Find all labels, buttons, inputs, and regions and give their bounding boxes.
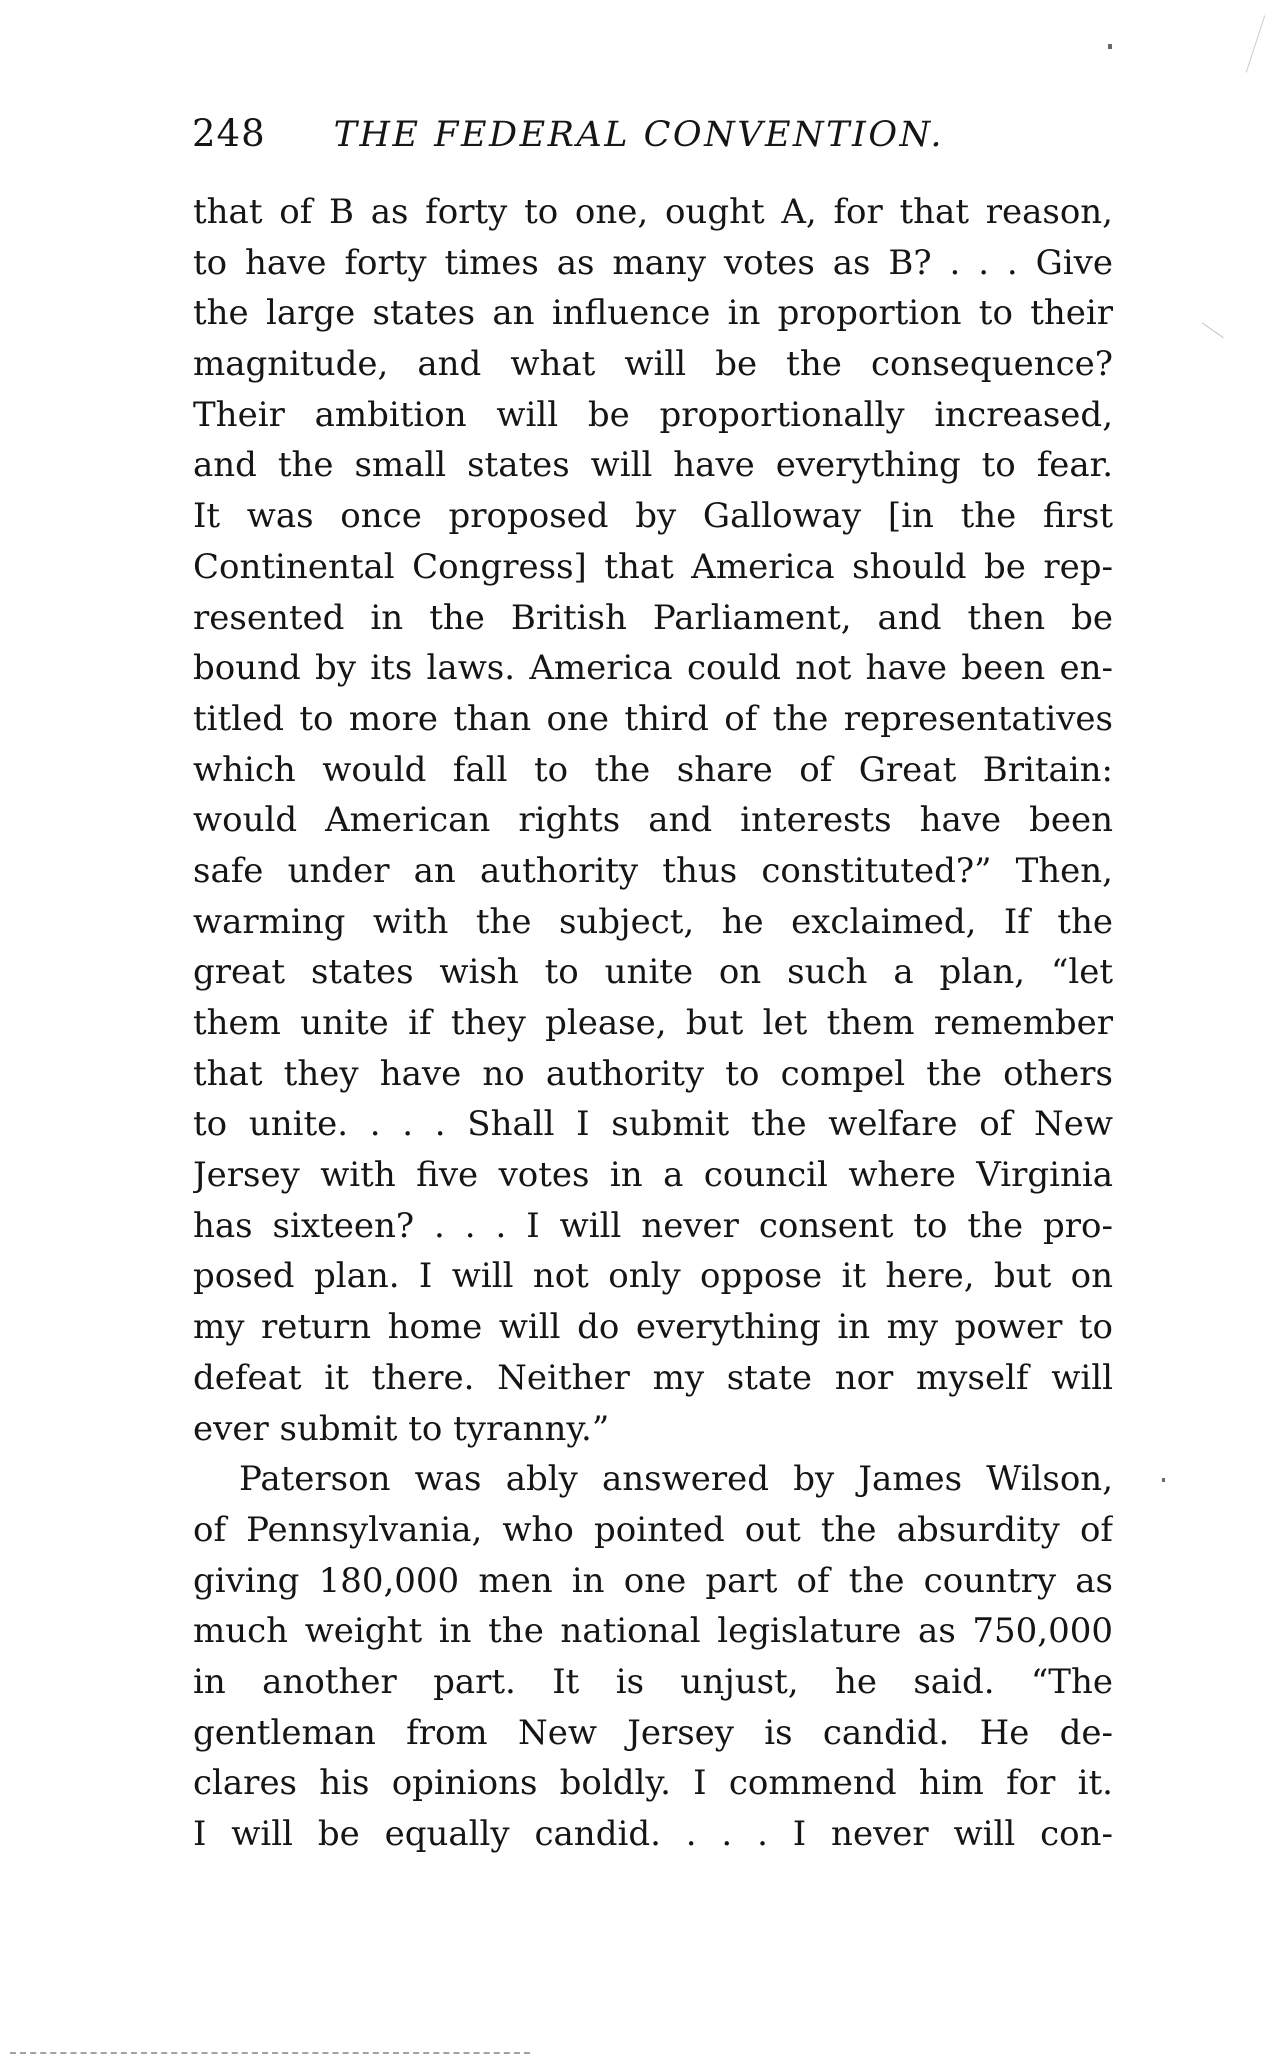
running-title: THE FEDERAL CONVENTION.: [333, 115, 945, 155]
text-line: Their ambition will be proportionally increased,: [193, 394, 1113, 435]
scan-speck: [1108, 44, 1112, 49]
text-line: I will be equally candid. . . . I never will con-: [193, 1814, 1113, 1854]
text-line: titled to more than one third of the representatives: [193, 698, 1113, 739]
text-line: Jersey with five votes in a council where Virginia: [193, 1155, 1113, 1196]
text-line: the large states an influence in proportion to their: [193, 293, 1113, 334]
text-line: my return home will do everything in my power to: [193, 1307, 1113, 1348]
scan-speck: [1162, 1478, 1165, 1482]
scan-speck: [1246, 15, 1265, 72]
text-line: in another part. It is unjust, he said. “The: [193, 1661, 1113, 1702]
text-line: gentleman from New Jersey is candid. He de-: [193, 1712, 1113, 1753]
scan-edge-smudge: [10, 2052, 530, 2059]
text-line: that they have no authority to compel the others: [193, 1053, 1113, 1094]
text-line: of Pennsylvania, who pointed out the absurdity of: [193, 1509, 1113, 1550]
text-line: much weight in the national legislature as 750,000: [193, 1611, 1113, 1652]
text-line: would American rights and interests have been: [193, 800, 1113, 841]
text-line: defeat it there. Neither my state nor myself will: [193, 1357, 1113, 1398]
text-line: Continental Congress] that America should be rep-: [193, 546, 1113, 587]
text-line: It was once proposed by Galloway [in the first: [193, 496, 1113, 537]
body-text: [193, 187, 1113, 1860]
text-line: and the small states will have everything to fear.: [193, 445, 1113, 486]
text-line: warming with the subject, he exclaimed, If the: [193, 901, 1113, 942]
text-line: safe under an authority thus constituted?” Then,: [193, 850, 1113, 891]
text-line: great states wish to unite on such a plan, “let: [193, 952, 1113, 993]
scan-speck: [1202, 323, 1224, 339]
text-line: to unite. . . . Shall I submit the welfare of New: [193, 1104, 1113, 1145]
page-number: 248: [192, 112, 266, 155]
text-line: clares his opinions boldly. I commend him for it.: [193, 1763, 1113, 1804]
text-line: magnitude, and what will be the consequence?: [193, 344, 1113, 385]
text-line: bound by its laws. America could not have been en-: [193, 648, 1113, 689]
text-line: them unite if they please, but let them remember: [193, 1003, 1113, 1043]
text-line: resented in the British Parliament, and then be: [193, 597, 1113, 638]
text-line: posed plan. I will not only oppose it here, but on: [193, 1256, 1113, 1297]
running-head: [192, 112, 1122, 162]
text-line: which would fall to the share of Great Britain:: [193, 749, 1113, 790]
text-line: giving 180,000 men in one part of the country as: [193, 1560, 1113, 1601]
text-line: that of B as forty to one, ought A, for that reason,: [193, 192, 1113, 232]
text-line: to have forty times as many votes as B? . . . Give: [193, 242, 1113, 283]
text-line: ever submit to tyranny.”: [193, 1408, 610, 1449]
text-line: has sixteen? . . . I will never consent to the pro-: [193, 1205, 1113, 1246]
text-line: Paterson was ably answered by James Wilson,: [239, 1459, 1113, 1500]
